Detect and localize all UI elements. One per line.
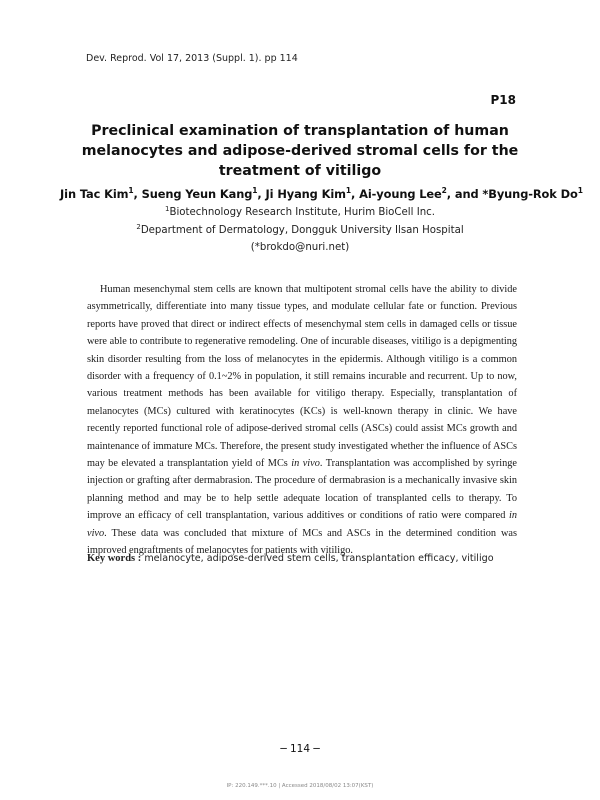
author-affiliation-mark: 1 xyxy=(252,186,258,195)
abstract-text: Human mesenchymal stem cells are known that multipotent stromal cells have the ability to divide asymmetrically, differentiate into many tissue types, and modulate cellular fate or function. Previous reports have proved that direct or indirect effects of mesenchymal stem cells in damaged cells or tissue were able to contribute to regenerative remodeling. One of incurable diseases, vitiligo is a depigmenting skin disorder resulting from the loss of melanocytes in the epidermis. Although vitiligo is a common disorder with a frequency of 0.1~2% in population, it still remains incurable and recurrent. Up to now, various treatment methods has been available for vitiligo therapy. Especially, transplantation of melanocytes (MCs) cultured with keratinocytes (KCs) is well-known therapy in clinic. We have recently reported functional role of adipose-derived stromal cells (ASCs) could assist MCs growth and maintenance of immature MCs. Therefore, the present study investigated whether the influence of ASCs may be elevated a transplantation yield of MCs xyxy=(87,284,517,470)
abstract-paragraph xyxy=(87,281,517,560)
author-affiliation-mark: 1 xyxy=(345,186,352,195)
author-list: Jin Tac Kim$^1$, Sueng Yeun Kang$^1$, Ji Hyang Kim$^1$, Ai-young Lee$^2$, and *Byung-Rok Do$^1$ xyxy=(60,186,583,201)
keywords-label: Key words : xyxy=(87,553,142,564)
paper-title xyxy=(80,121,520,181)
author-name: *Byung-Rok Do xyxy=(482,187,578,201)
abstract-italic: in vivo xyxy=(291,458,320,470)
abstract-text: . These data was concluded that mixture of MCs and ASCs in the determined condition was improved engraftments of melanocytes for patients with vitiligo. xyxy=(87,527,517,557)
poster-id: P18 xyxy=(490,93,516,107)
journal-reference: Dev. Reprod. Vol 17, 2013 (Suppl. 1). pp 114 xyxy=(86,53,298,64)
author-name: Ji Hyang Kim xyxy=(265,187,346,201)
affiliation-text: Department of Dermatology, Dongguk University Ilsan Hospital xyxy=(140,225,464,236)
access-footer: IP: 220.149.***.10 | Accessed 2018/08/02 13:07(KST) xyxy=(226,783,374,789)
author-name: Jin Tac Kim xyxy=(60,187,129,201)
affiliation-mark: 1 xyxy=(164,205,170,213)
keywords xyxy=(87,553,494,564)
abstract xyxy=(87,281,517,560)
affiliation xyxy=(60,207,540,218)
author-affiliation-mark: 1 xyxy=(128,186,134,195)
author-affiliation-mark: 1 xyxy=(577,186,583,195)
abstract-text: . Transplantation was accomplished by syringe injection or grafting after dermabrasion. The procedure of dermabrasion is a mechanically invasive skin planning method and may be to help settle adequate location of transplanted cells to therapy. To improve an efficacy of cell transplantation, various additives or conditions of ratio were compared xyxy=(87,458,517,522)
contact-email: (*brokdo@nuri.net) xyxy=(250,242,350,253)
keywords-text: melanocyte, adipose-derived stem cells, transplantation efficacy, vitiligo xyxy=(144,553,494,564)
title-line: melanocytes and adipose-derived stromal cells for the xyxy=(81,143,519,159)
title-line: treatment of vitiligo xyxy=(218,163,382,179)
author-affiliation-mark: 2 xyxy=(441,186,447,195)
author-name: Sueng Yeun Kang xyxy=(141,187,253,201)
abstract-italic: in vivo xyxy=(87,510,517,539)
author-name: Ai-young Lee xyxy=(359,187,442,201)
affiliation xyxy=(60,225,540,236)
page-number: ─ 114 ─ xyxy=(280,743,320,755)
affiliation-mark: 2 xyxy=(136,223,141,231)
affiliation-text: Biotechnology Research Institute, Hurim BioCell Inc. xyxy=(169,207,435,218)
title-line: Preclinical examination of transplantation of human xyxy=(91,123,509,139)
